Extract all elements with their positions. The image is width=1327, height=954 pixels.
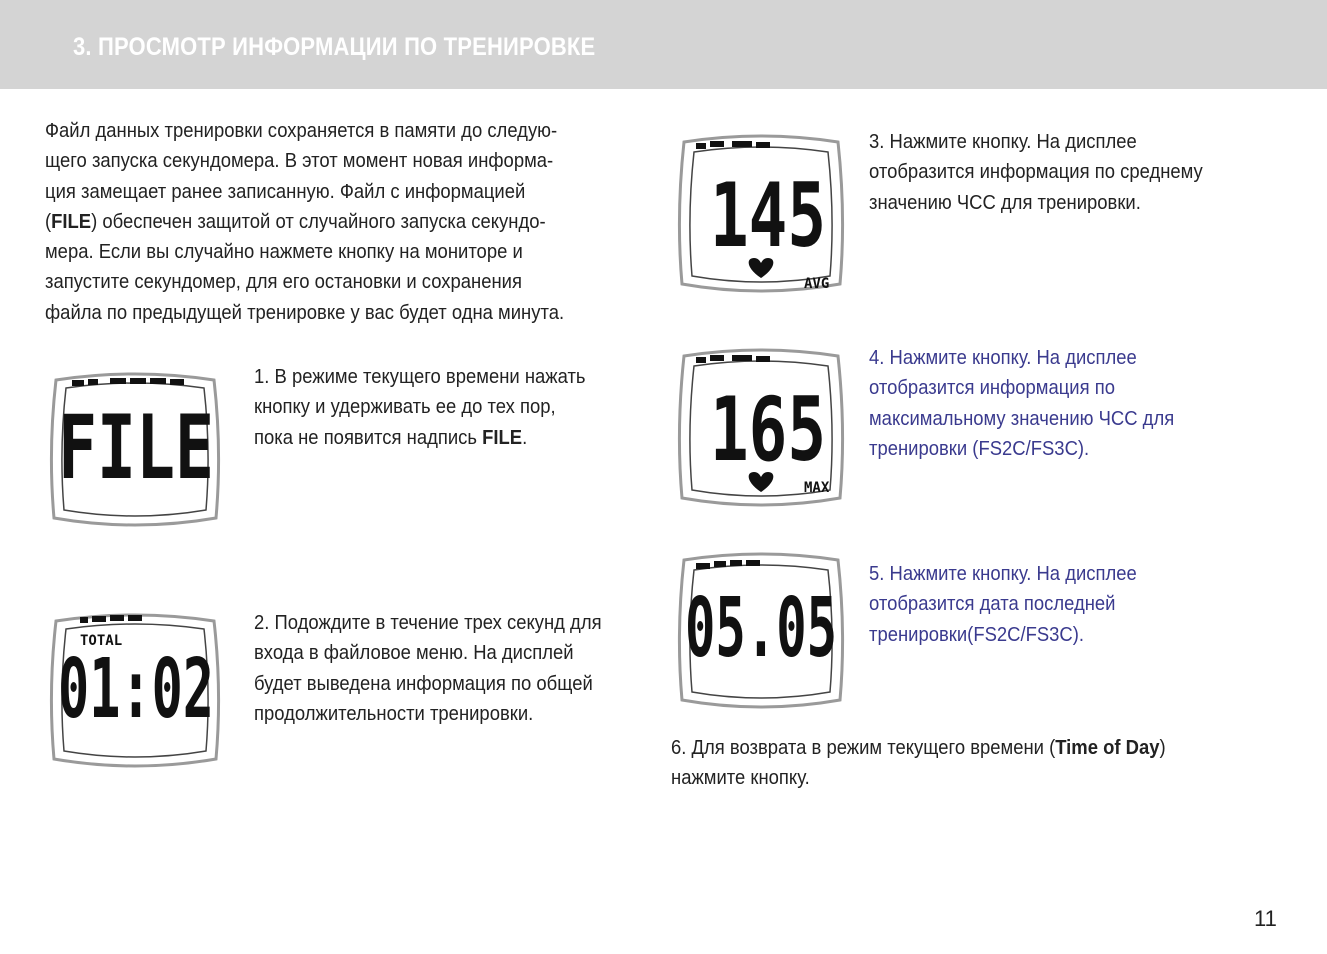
step-6-text: 6. Для возврата в режим текущего времени (Time of Day) нажмите кнопку. <box>671 736 1166 790</box>
intro-paragraph <box>45 116 564 328</box>
time-of-day-keyword: Time of Day <box>1055 736 1160 759</box>
intro-line: (FILE) обеспечен защитой от случайного запуска секундо- <box>45 209 546 233</box>
page-number: 11 <box>1254 906 1277 931</box>
file-keyword: FILE <box>482 425 523 449</box>
step-3-text: 3. Нажмите кнопку. На дисплее отобразится информация по среднему значению ЧСС для тренировки. <box>869 130 1203 214</box>
display-avg <box>672 132 850 298</box>
intro-line: щего запуска секундомера. В этот момент новая информа- <box>45 149 554 173</box>
step-5-text: 5. Нажмите кнопку. На дисплее отобразится дата последней тренировки(FS2C/FS3C). <box>869 562 1137 646</box>
step-1-text: 1. В режиме текущего времени нажать кнопку и удерживать ее до тех пор, пока не появится надпись FILE. <box>254 365 586 449</box>
display-label: MAX <box>804 480 830 496</box>
intro-line: Файл данных тренировки сохраняется в памяти до следую- <box>45 119 558 142</box>
intro-line: ция замещает ранее записанную. Файл с информацией <box>45 179 526 203</box>
header-bar <box>0 0 1327 89</box>
intro-line: мера. Если вы случайно нажмете кнопку на мониторе и <box>45 240 523 264</box>
display-date <box>672 550 850 714</box>
page-title: 3. ПРОСМОТР ИНФОРМАЦИИ ПО ТРЕНИРОВКЕ <box>73 33 596 61</box>
file-keyword: FILE <box>51 209 92 233</box>
step-4-text: 4. Нажмите кнопку. На дисплее отобразится информация по максимальному значению ЧСС для тренировки (FS2C/FS3C). <box>869 346 1175 460</box>
display-main-text: 05.05 <box>685 581 837 676</box>
display-main-text: FILE <box>58 396 214 499</box>
intro-line: файла по предыдущей тренировке у вас будет одна минута. <box>45 300 565 324</box>
display-total <box>44 607 226 773</box>
display-main-text: 165 <box>710 378 826 481</box>
display-label: TOTAL <box>80 633 123 649</box>
intro-line: запустите секундомер, для его остановки и сохранения <box>45 270 522 294</box>
display-label: AVG <box>804 276 830 292</box>
display-max <box>672 346 850 512</box>
step-2-text: 2. Подождите в течение трех секунд для входа в файловое меню. На дисплей будет выведена информация по общей продолжительности тренировки. <box>254 611 602 725</box>
display-main-text: 145 <box>710 164 826 267</box>
display-file <box>44 370 226 532</box>
display-main-text: 01:02 <box>58 642 214 737</box>
